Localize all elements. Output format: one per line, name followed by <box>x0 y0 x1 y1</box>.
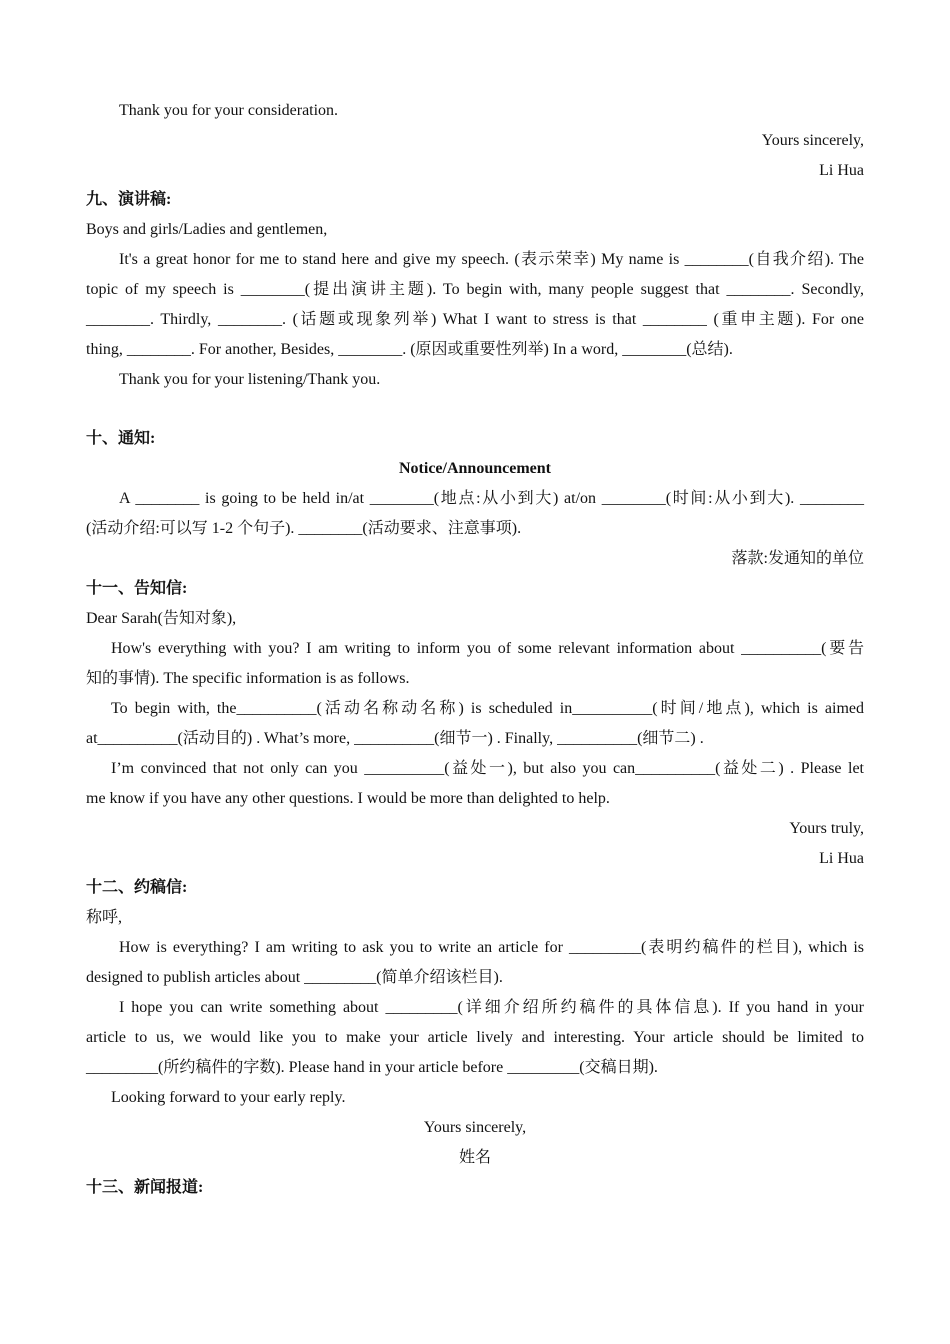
letter-closing: Yours sincerely, <box>761 132 864 149</box>
inform-signature: Li Hua <box>819 850 864 867</box>
speech-greeting: Boys and girls/Ladies and gentlemen, <box>86 221 328 238</box>
inform-closing: Yours truly, <box>789 820 864 837</box>
inform-line: To begin with, the__________(活动名称动名称) is scheduled in__________(时间/地点), which is aimed <box>111 700 864 717</box>
inform-line: me know if you have any other questions. I would be more than delighted to help. <box>86 790 610 807</box>
invitation-line: _________(所约稿件的字数). Please hand in your article before _________(交稿日期). <box>86 1059 658 1076</box>
section-heading-notice: 十、通知: <box>86 430 156 447</box>
invitation-signature: 姓名 <box>458 1149 491 1166</box>
section-heading-speech: 九、演讲稿: <box>86 191 172 208</box>
section-heading-news-report: 十三、新闻报道: <box>86 1179 204 1196</box>
invitation-line: article to us, we would like you to make your article lively and interesting. Your article should be limited to <box>86 1029 864 1046</box>
document-page <box>86 96 864 1203</box>
invitation-line: I hope you can write something about _________(详细介绍所约稿件的具体信息). If you hand in your <box>119 999 864 1016</box>
inform-line: 知的事情). The specific information is as follows. <box>86 670 410 687</box>
inform-line: at__________(活动目的) . What’s more, __________(细节一) . Finally, __________(细节二) . <box>86 730 704 747</box>
inform-line: I’m convinced that not only can you __________(益处一), but also you can__________(益处二) . Please let <box>111 760 864 777</box>
inform-greeting: Dear Sarah(告知对象), <box>86 610 237 627</box>
section-heading-inform-letter: 十一、告知信: <box>86 580 188 597</box>
notice-line: (活动介绍:可以写 1-2 个句子). ________(活动要求、注意事项). <box>86 520 522 537</box>
section-heading-invitation-letter: 十二、约稿信: <box>86 879 188 896</box>
invitation-greeting: 称呼, <box>86 909 123 926</box>
speech-line: thing, ________. For another, Besides, ________. (原因或重要性列举) In a word, ________(总结). <box>86 341 733 358</box>
invitation-closing: Yours sincerely, <box>423 1119 527 1136</box>
spacer <box>86 395 864 424</box>
inform-line: How's everything with you? I am writing to inform you of some relevant information about __________(要告 <box>111 640 864 657</box>
notice-signoff: 落款:发通知的单位 <box>731 550 864 567</box>
invitation-line: How is everything? I am writing to ask you to write an article for _________(表明约稿件的栏目), which is <box>119 939 864 956</box>
notice-line: A ________ is going to be held in/at ________(地点:从小到大) at/on ________(时间:从小到大). ________ <box>119 490 864 507</box>
invitation-line: designed to publish articles about _________(简单介绍该栏目). <box>86 969 503 986</box>
speech-closing: Thank you for your listening/Thank you. <box>119 371 381 388</box>
letter-thanks: Thank you for your consideration. <box>119 102 339 119</box>
speech-line: ________. Thirdly, ________. (话题或现象列举) What I want to stress is that ________ (重申主题). For one <box>86 311 864 328</box>
notice-title: Notice/Announcement <box>399 460 551 477</box>
speech-line: It's a great honor for me to stand here and give my speech. (表示荣幸) My name is ________(自我介绍). The <box>119 251 864 268</box>
letter-signature: Li Hua <box>819 162 864 179</box>
invitation-line: Looking forward to your early reply. <box>111 1089 346 1106</box>
speech-line: topic of my speech is ________(提出演讲主题). To begin with, many people suggest that ________. Secondly, <box>86 281 864 298</box>
